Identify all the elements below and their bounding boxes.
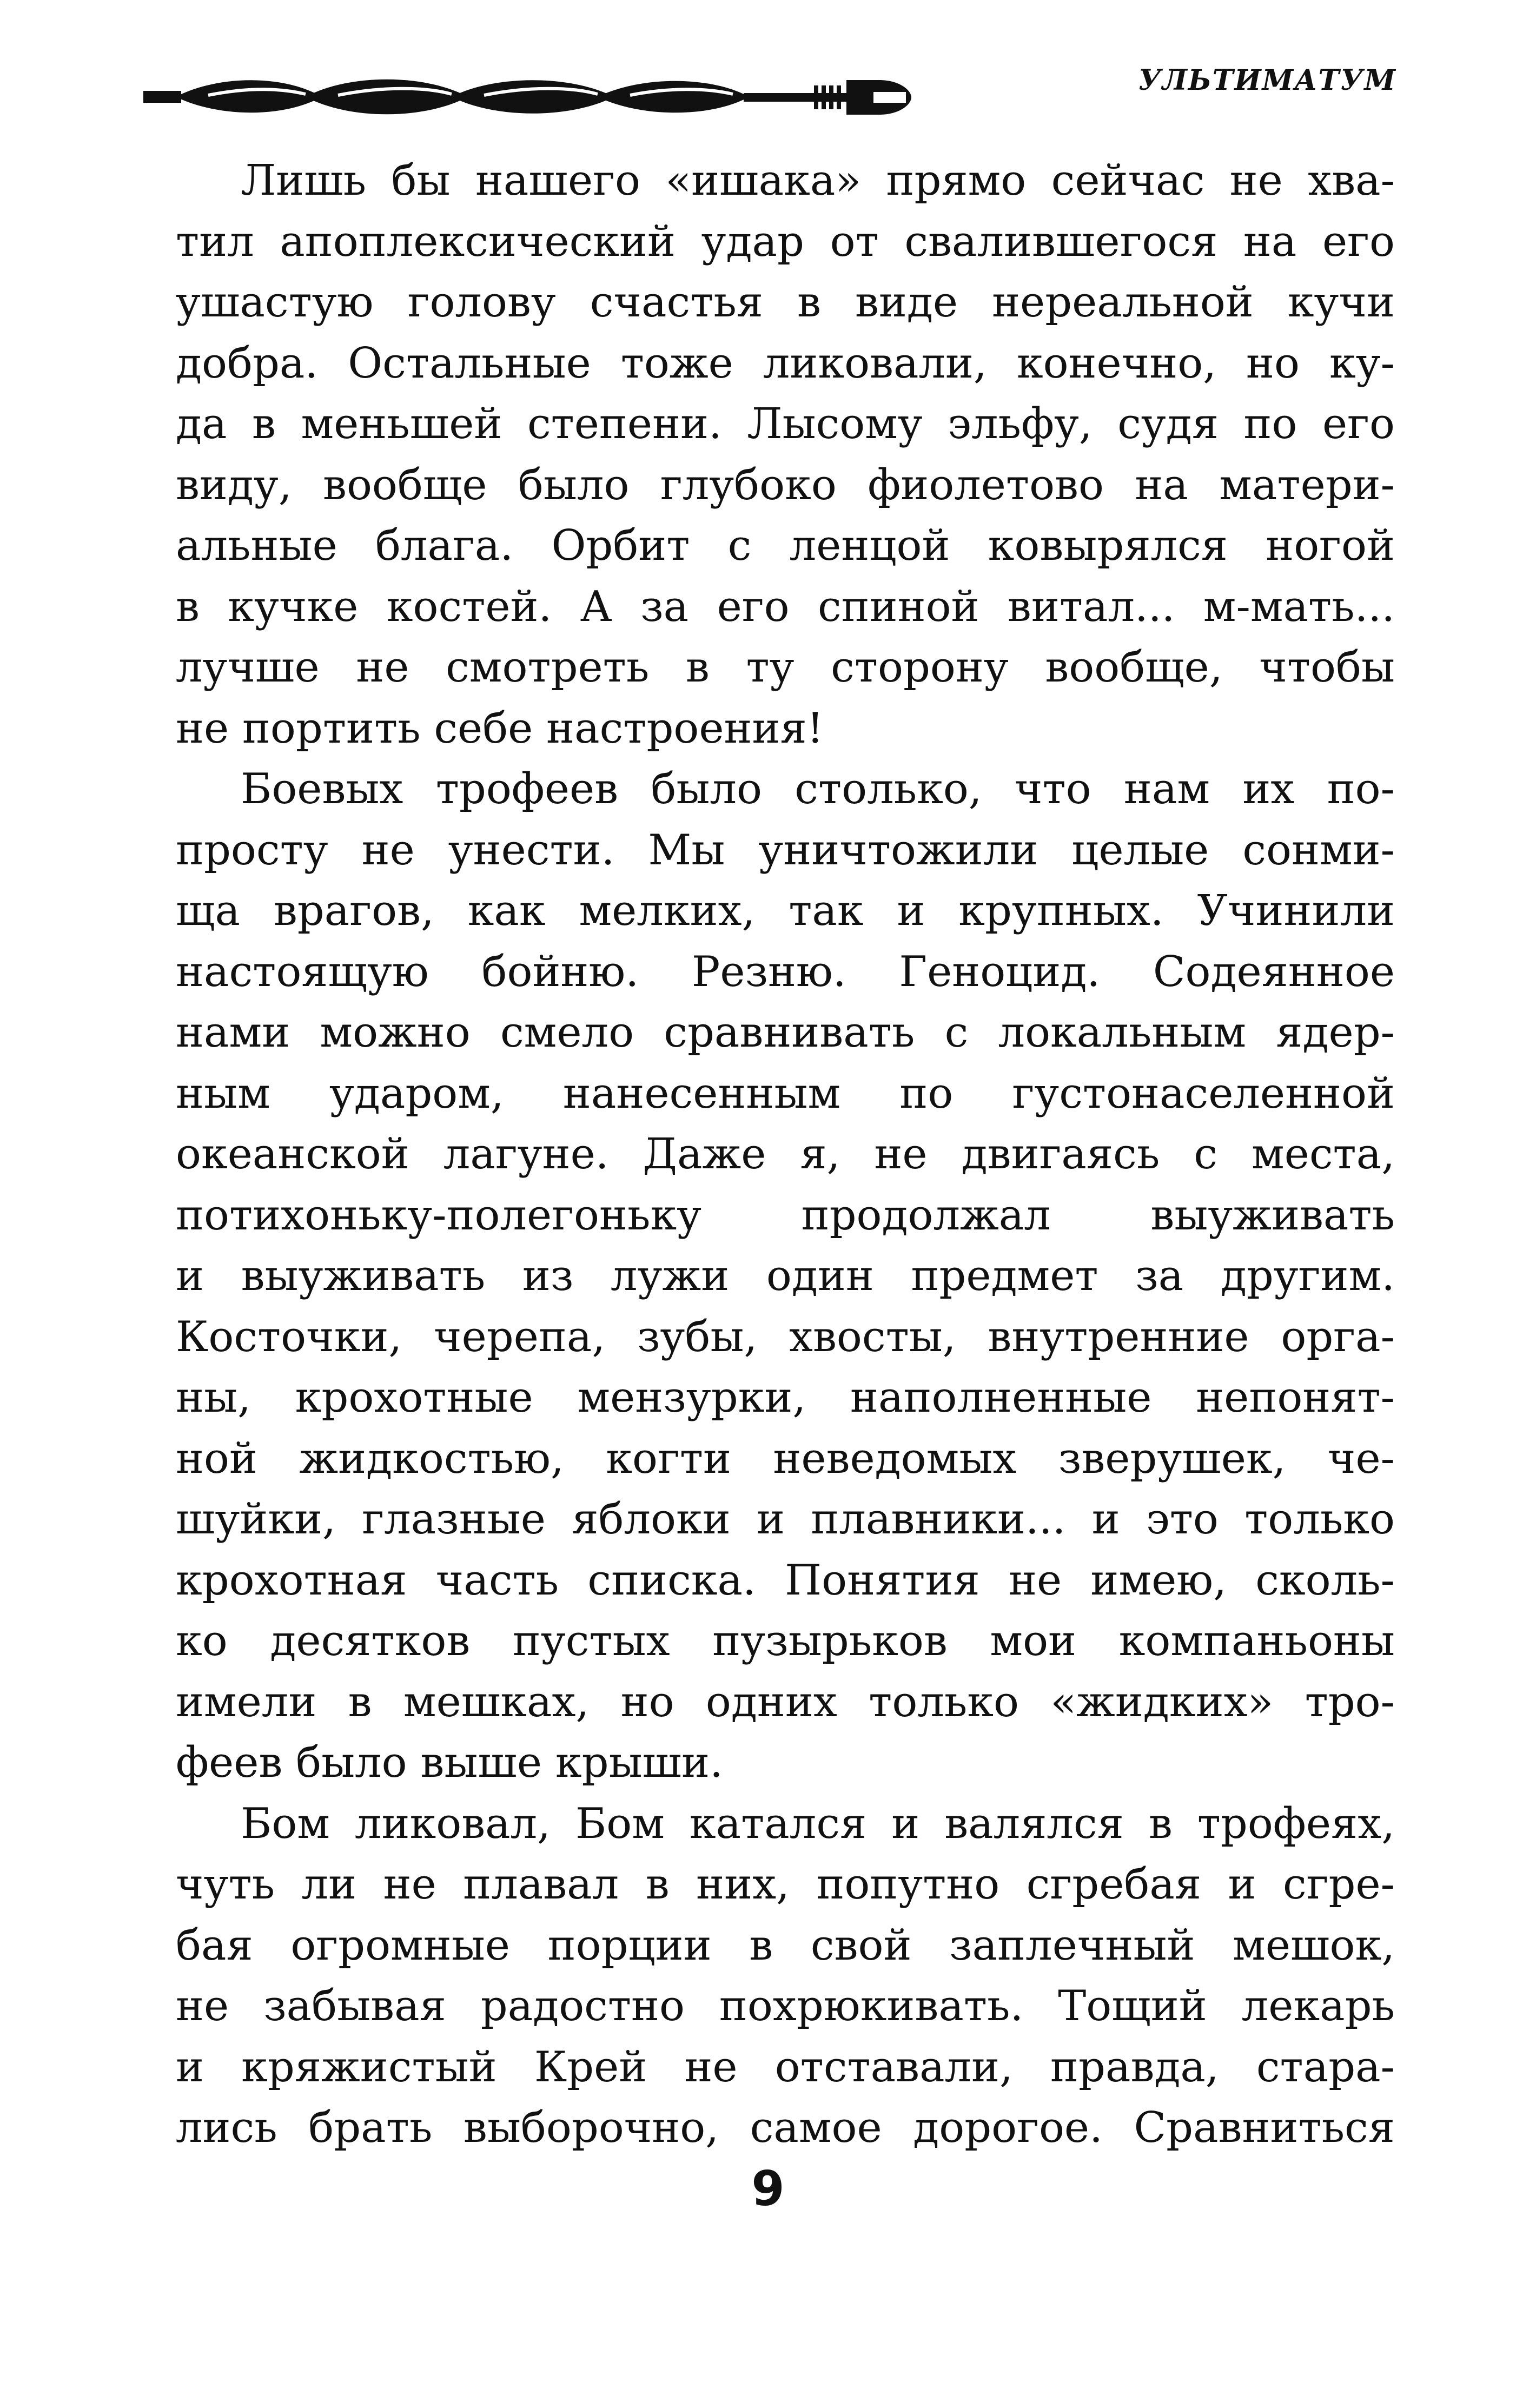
text-line: нами можно смело сравнивать с локальным ядер- (176, 1008, 1395, 1057)
text-line: Лишь бы нашего «ишака» прямо сейчас не хва- (241, 156, 1395, 205)
text-line: и кряжистый Крей не отставали, правда, стара- (176, 2042, 1395, 2092)
text-line: ной жидкостью, когти неведомых зверушек, че- (176, 1434, 1395, 1483)
paragraph (176, 150, 1395, 759)
text-line: ны, крохотные мензурки, наполненные непонят- (176, 1373, 1395, 1422)
text-line: феев было выше крыши. (176, 1738, 723, 1787)
text-line: Боевых трофеев было столько, что нам их по- (241, 765, 1395, 813)
text-line: добра. Остальные тоже ликовали, конечно, но ку- (176, 339, 1395, 388)
text-line: океанской лагуне. Даже я, не двигаясь с места, (176, 1130, 1395, 1179)
text-line: шуйки, глазные яблоки и плавники... и это только (176, 1495, 1395, 1544)
text-line: ушастую голову счастья в виде нереальной кучи (176, 278, 1395, 327)
text-line: ным ударом, нанесенным по густонаселенной (176, 1069, 1395, 1118)
text-line: Бом ликовал, Бом катался и валялся в трофеях, (241, 1799, 1395, 1848)
text-line: просту не унести. Мы уничтожили целые сонми- (176, 825, 1395, 875)
paragraph (176, 1794, 1395, 2159)
text-line: в кучке костей. А за его спиной витал... м-мать... (176, 582, 1395, 631)
text-line: крохотная часть списка. Понятия не имею, сколь- (176, 1556, 1395, 1605)
text-line: Косточки, черепа, зубы, хвосты, внутренние орга- (176, 1312, 1395, 1361)
text-line: и выуживать из лужи один предмет за другим. (176, 1252, 1395, 1300)
text-line: бая огромные порции в свой заплечный мешок, (176, 1921, 1395, 1970)
page-number: 9 (751, 2161, 785, 2217)
text-line: тил апоплексический удар от свалившегося на его (176, 217, 1395, 266)
text-line: альные блага. Орбит с ленцой ковырялся ногой (176, 521, 1395, 570)
paragraph (176, 759, 1395, 1794)
text-line: потихоньку-полегоньку продолжал выуживать (176, 1190, 1395, 1240)
body-text (176, 150, 1395, 2159)
text-line: лись брать выборочно, самое дорогое. Сравниться (176, 2103, 1395, 2152)
text-line: ко десятков пустых пузырьков мои компаньоны (176, 1617, 1395, 1665)
ornamental-rule-icon (143, 64, 938, 129)
text-line: не портить себе настроения! (176, 704, 824, 753)
text-line: чуть ли не плавал в них, попутно сгребая и сгре- (176, 1860, 1395, 1909)
text-line: лучше не смотреть в ту сторону вообще, чтобы (176, 643, 1395, 692)
running-title: УЛЬТИМАТУМ (1138, 64, 1396, 97)
text-line: ща врагов, как мелких, так и крупных. Учинили (176, 887, 1395, 935)
text-line: не забывая радостно похрюкивать. Тощий лекарь (176, 1982, 1395, 2030)
text-line: виду, вообще было глубоко фиолетово на матери- (176, 460, 1395, 510)
text-line: настоящую бойню. Резню. Геноцид. Содеянное (176, 947, 1395, 996)
text-line: имели в мешках, но одних только «жидких» тро- (176, 1677, 1395, 1726)
text-line: да в меньшей степени. Лысому эльфу, судя по его (176, 400, 1395, 448)
